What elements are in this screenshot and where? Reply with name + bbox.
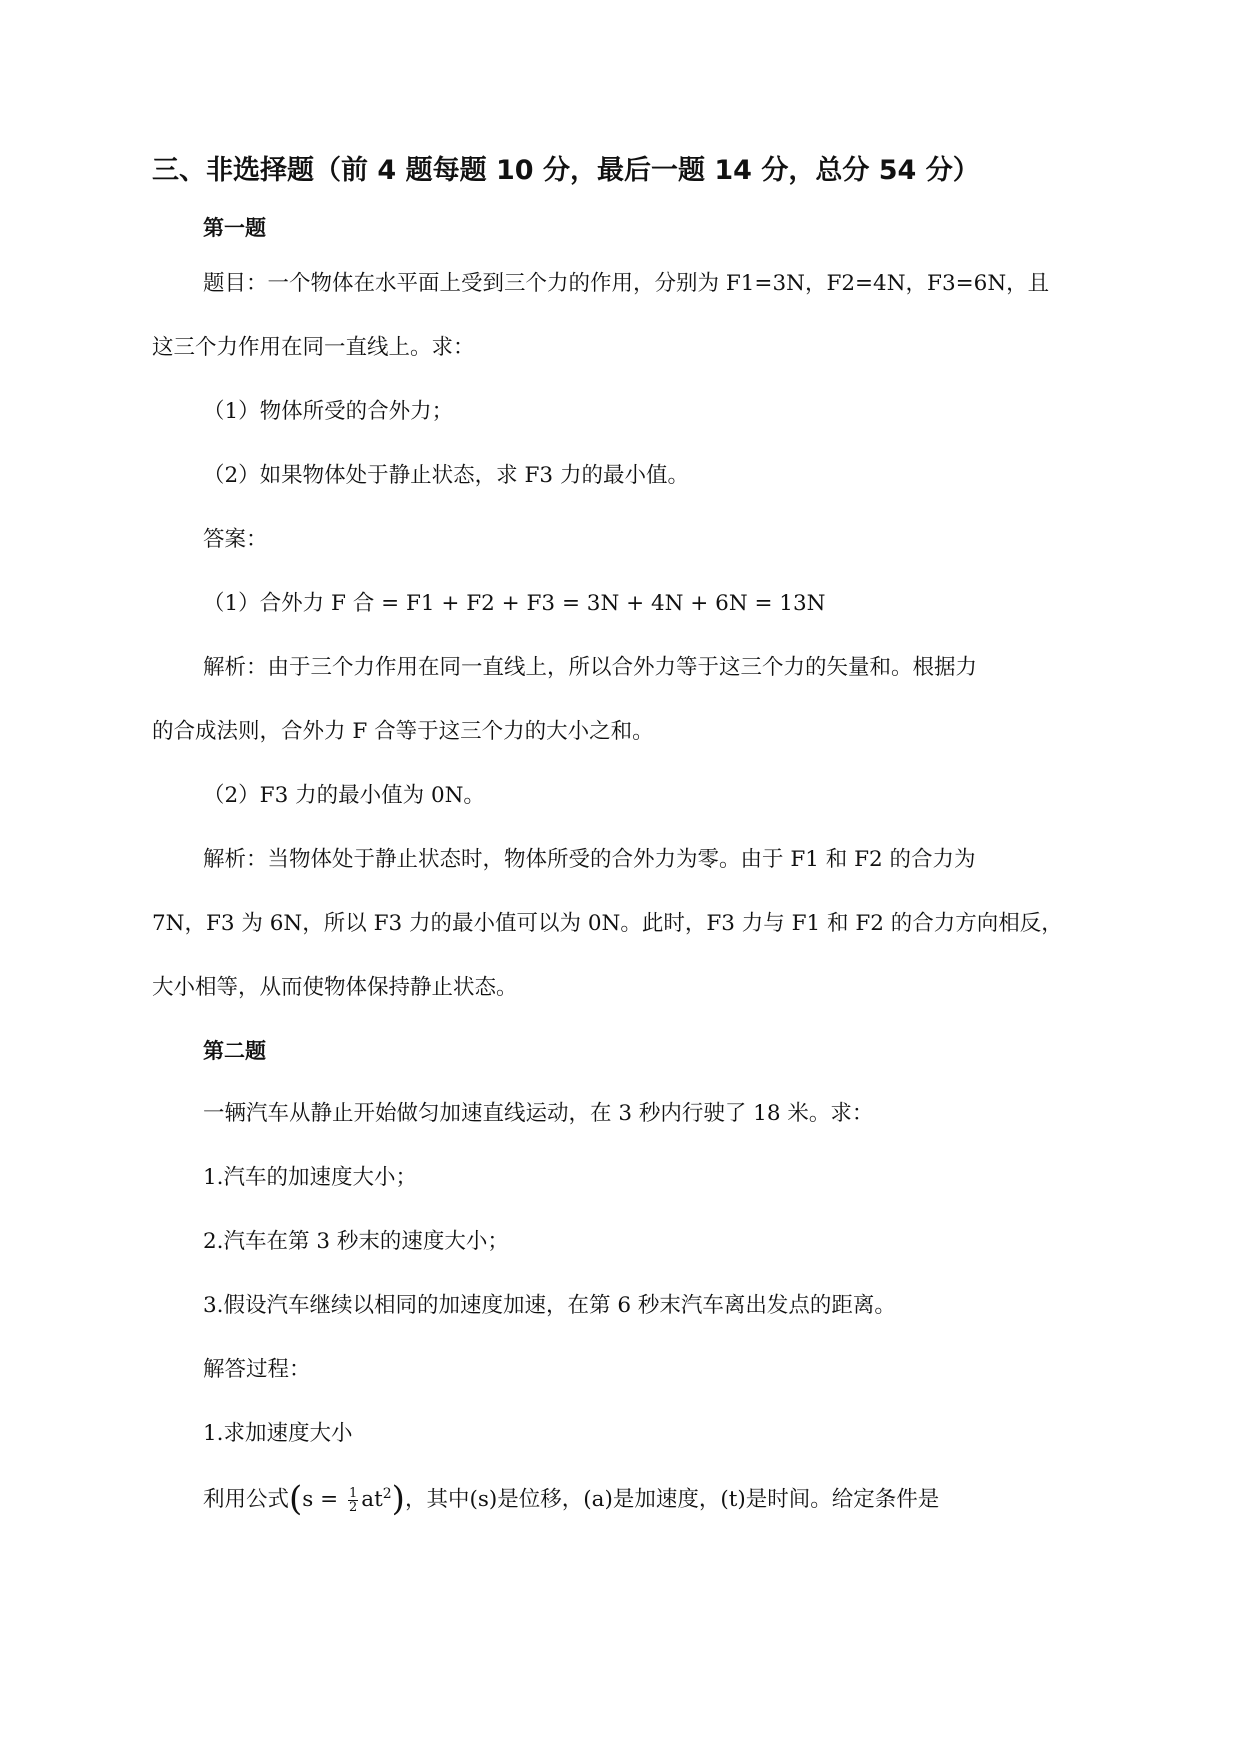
question-1-part-2: （2）如果物体处于静止状态，求 F3 力的最小值。 — [203, 463, 689, 488]
answer-1: （1）合外力 F 合 = F1 + F2 + F3 = 3N + 4N + 6N = 13N — [203, 591, 826, 616]
question-2-prompt: 一辆汽车从静止开始做匀加速直线运动，在 3 秒内行驶了 18 米。求： — [203, 1101, 874, 1126]
analysis-2-line-1: 解析：当物体处于静止状态时，物体所受的合外力为零。由于 F1 和 F2 的合力为 — [203, 847, 976, 872]
answer-label: 答案： — [203, 527, 268, 552]
formula-line — [203, 1478, 940, 1520]
question-2-item-1: 1.汽车的加速度大小； — [203, 1165, 418, 1190]
question-1-part-1: （1）物体所受的合外力； — [203, 399, 454, 424]
question-1-title: 第一题 — [203, 216, 266, 240]
solution-label: 解答过程： — [203, 1357, 311, 1382]
formula-intro: 利用公式 — [203, 1487, 290, 1513]
step-1-title: 1.求加速度大小 — [203, 1421, 353, 1446]
analysis-2-line-2: 7N，F3 为 6N，所以 F3 力的最小值可以为 0N。此时，F3 力与 F1 和 F2 的合力方向相反， — [152, 911, 1063, 936]
answer-2: （2）F3 力的最小值为 0N。 — [203, 783, 485, 808]
formula-close-paren: ) — [391, 1479, 405, 1520]
question-2-title: 第二题 — [203, 1039, 266, 1063]
formula-open-paren: ( — [289, 1479, 303, 1520]
formula-lhs: s = — [302, 1487, 345, 1513]
formula-fraction — [348, 1487, 358, 1514]
question-2-item-2: 2.汽车在第 3 秒末的速度大小； — [203, 1229, 509, 1254]
question-1-prompt-line-1: 题目：一个物体在水平面上受到三个力的作用，分别为 F1=3N，F2=4N，F3=6N，且 — [203, 271, 1050, 296]
formula-exponent: 2 — [382, 1486, 392, 1502]
section-heading: 三、非选择题（前 4 题每题 10 分，最后一题 14 分，总分 54 分） — [152, 155, 980, 186]
formula-tail: ，其中(s)是位移，(a)是加速度，(t)是时间。给定条件是 — [404, 1487, 940, 1513]
analysis-2-line-3: 大小相等，从而使物体保持静止状态。 — [152, 975, 518, 1000]
analysis-1-line-2: 的合成法则，合外力 F 合等于这三个力的大小之和。 — [152, 719, 654, 744]
analysis-1-line-1: 解析：由于三个力作用在同一直线上，所以合外力等于这三个力的矢量和。根据力 — [203, 655, 978, 680]
question-2-item-3: 3.假设汽车继续以相同的加速度加速，在第 6 秒末汽车离出发点的距离。 — [203, 1293, 896, 1318]
question-1-prompt-line-2: 这三个力作用在同一直线上。求： — [152, 335, 475, 360]
formula-denominator: 2 — [349, 1499, 358, 1515]
formula-numerator: 1 — [349, 1485, 358, 1501]
formula-rhs: at — [361, 1487, 383, 1513]
